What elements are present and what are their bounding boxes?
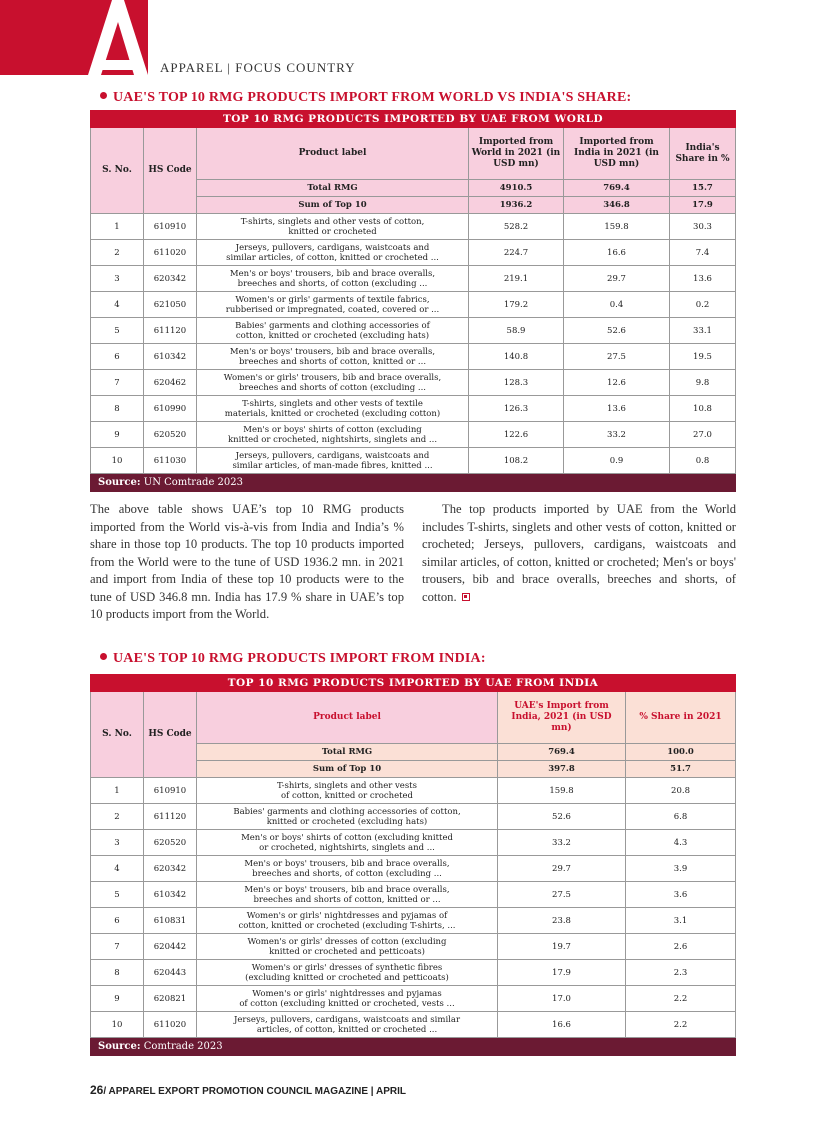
row-hs-code: 610910 xyxy=(144,214,197,240)
product-label: Men's or boys' trousers, bib and brace overalls, breeches and shorts, of cotton (excluding ... xyxy=(197,266,469,292)
sum-share: 17.9 xyxy=(670,197,736,214)
sum-share: 51.7 xyxy=(626,761,736,778)
row-sno: 10 xyxy=(91,1012,144,1038)
row-share-value: 20.8 xyxy=(626,778,736,804)
table-row xyxy=(91,344,736,370)
col-header-world: Imported from World in 2021 (in USD mn) xyxy=(469,128,564,180)
row-sno: 2 xyxy=(91,240,144,266)
product-label: Women's or girls' dresses of cotton (excluding knitted or crocheted and petticoats) xyxy=(197,934,498,960)
table-row xyxy=(91,240,736,266)
total-share: 15.7 xyxy=(670,180,736,197)
row-world-value: 140.8 xyxy=(469,344,564,370)
row-import-value: 159.8 xyxy=(498,778,626,804)
magazine-logo xyxy=(0,0,148,75)
product-label: Jerseys, pullovers, cardigans, waistcoats and similar articles, of cotton, knitted or crocheted ... xyxy=(197,240,469,266)
col-header-share: % Share in 2021 xyxy=(626,692,736,744)
row-hs-code: 621050 xyxy=(144,292,197,318)
row-import-value: 23.8 xyxy=(498,908,626,934)
page-number: 26 xyxy=(90,1083,104,1097)
product-label: Men's or boys' shirts of cotton (excluding knitted or crocheted, nightshirts, singlets and ... xyxy=(197,422,469,448)
bullet-icon xyxy=(100,92,107,99)
row-sno: 6 xyxy=(91,344,144,370)
row-sno: 3 xyxy=(91,830,144,856)
product-label: Men's or boys' trousers, bib and brace overalls, breeches and shorts, of cotton (excluding ... xyxy=(197,856,498,882)
bullet-icon xyxy=(100,653,107,660)
row-import-value: 52.6 xyxy=(498,804,626,830)
table-row xyxy=(91,804,736,830)
table-row xyxy=(91,986,736,1012)
total-share: 100.0 xyxy=(626,744,736,761)
table-row xyxy=(91,908,736,934)
table-row xyxy=(91,448,736,474)
row-sno: 1 xyxy=(91,214,144,240)
world-import-table xyxy=(90,110,736,492)
product-label: Women's or girls' nightdresses and pyjamas of cotton, knitted or crocheted (excluding T-shirts, ... xyxy=(197,908,498,934)
row-world-value: 128.3 xyxy=(469,370,564,396)
table-row xyxy=(91,882,736,908)
row-hs-code: 620821 xyxy=(144,986,197,1012)
row-share-value: 2.6 xyxy=(626,934,736,960)
table-row xyxy=(91,422,736,448)
total-world: 4910.5 xyxy=(469,180,564,197)
row-hs-code: 611030 xyxy=(144,448,197,474)
product-label: Women's or girls' nightdresses and pyjamas of cotton (excluding knitted or crocheted, vests ... xyxy=(197,986,498,1012)
total-label: Total RMG xyxy=(197,180,469,197)
section1-title: UAE'S TOP 10 RMG PRODUCTS IMPORT FROM WORLD VS INDIA'S SHARE: xyxy=(100,90,631,106)
row-hs-code: 620342 xyxy=(144,856,197,882)
row-import-value: 29.7 xyxy=(498,856,626,882)
footer-text: / APPAREL EXPORT PROMOTION COUNCIL MAGAZINE | APRIL xyxy=(103,1086,406,1097)
row-share-value: 0.8 xyxy=(670,448,736,474)
row-hs-code: 620442 xyxy=(144,934,197,960)
row-hs-code: 611020 xyxy=(144,1012,197,1038)
table-source: Source: Comtrade 2023 xyxy=(91,1038,736,1056)
row-hs-code: 611020 xyxy=(144,240,197,266)
row-share-value: 6.8 xyxy=(626,804,736,830)
row-india-value: 33.2 xyxy=(564,422,670,448)
row-india-value: 52.6 xyxy=(564,318,670,344)
row-hs-code: 610342 xyxy=(144,882,197,908)
table-row xyxy=(91,856,736,882)
end-mark-icon xyxy=(462,593,470,601)
row-world-value: 58.9 xyxy=(469,318,564,344)
row-sno: 10 xyxy=(91,448,144,474)
row-import-value: 27.5 xyxy=(498,882,626,908)
row-india-value: 16.6 xyxy=(564,240,670,266)
row-hs-code: 610342 xyxy=(144,344,197,370)
product-label: T-shirts, singlets and other vests of textile materials, knitted or crocheted (excluding cotton) xyxy=(197,396,469,422)
row-share-value: 13.6 xyxy=(670,266,736,292)
col-header-hs: HS Code xyxy=(144,128,197,214)
col-header-import: UAE's Import from India, 2021 (in USD mn) xyxy=(498,692,626,744)
sum-india: 346.8 xyxy=(564,197,670,214)
row-sno: 4 xyxy=(91,856,144,882)
row-sno: 8 xyxy=(91,396,144,422)
india-import-table xyxy=(90,674,736,1056)
table-row xyxy=(91,778,736,804)
row-hs-code: 620342 xyxy=(144,266,197,292)
col-header-sno: S. No. xyxy=(91,692,144,778)
table-banner: TOP 10 RMG PRODUCTS IMPORTED BY UAE FROM WORLD xyxy=(91,111,736,128)
col-header-sno: S. No. xyxy=(91,128,144,214)
row-hs-code: 620462 xyxy=(144,370,197,396)
row-hs-code: 610990 xyxy=(144,396,197,422)
row-sno: 7 xyxy=(91,370,144,396)
row-import-value: 16.6 xyxy=(498,1012,626,1038)
product-label: Men's or boys' shirts of cotton (excluding knitted or crocheted, nightshirts, singlets and ... xyxy=(197,830,498,856)
product-label: Men's or boys' trousers, bib and brace overalls, breeches and shorts of cotton, knitted or ... xyxy=(197,882,498,908)
row-sno: 9 xyxy=(91,422,144,448)
product-label: Women's or girls' trousers, bib and brace overalls, breeches and shorts of cotton (excluding ... xyxy=(197,370,469,396)
row-world-value: 108.2 xyxy=(469,448,564,474)
table-row xyxy=(91,292,736,318)
row-sno: 9 xyxy=(91,986,144,1012)
sum-label: Sum of Top 10 xyxy=(197,761,498,778)
sum-world: 1936.2 xyxy=(469,197,564,214)
row-share-value: 27.0 xyxy=(670,422,736,448)
table-row xyxy=(91,214,736,240)
row-share-value: 2.2 xyxy=(626,1012,736,1038)
table-row xyxy=(91,830,736,856)
row-sno: 6 xyxy=(91,908,144,934)
total-label: Total RMG xyxy=(197,744,498,761)
product-label: T-shirts, singlets and other vests of cotton, knitted or crocheted xyxy=(197,214,469,240)
row-hs-code: 610831 xyxy=(144,908,197,934)
row-share-value: 0.2 xyxy=(670,292,736,318)
row-world-value: 528.2 xyxy=(469,214,564,240)
table-row xyxy=(91,370,736,396)
row-share-value: 4.3 xyxy=(626,830,736,856)
col-header-product: Product label xyxy=(197,692,498,744)
product-label: Jerseys, pullovers, cardigans, waistcoats and similar articles, of man-made fibres, knitted ... xyxy=(197,448,469,474)
row-hs-code: 620520 xyxy=(144,422,197,448)
row-share-value: 19.5 xyxy=(670,344,736,370)
row-share-value: 2.3 xyxy=(626,960,736,986)
product-label: Babies' garments and clothing accessories of cotton, knitted or crocheted (excluding hats) xyxy=(197,804,498,830)
row-hs-code: 610910 xyxy=(144,778,197,804)
product-label: T-shirts, singlets and other vests of cotton, knitted or crocheted xyxy=(197,778,498,804)
row-share-value: 33.1 xyxy=(670,318,736,344)
row-india-value: 13.6 xyxy=(564,396,670,422)
col-header-hs: HS Code xyxy=(144,692,197,778)
product-label: Jerseys, pullovers, cardigans, waistcoats and similar articles, of cotton, knitted or crocheted ... xyxy=(197,1012,498,1038)
row-hs-code: 620520 xyxy=(144,830,197,856)
table-row xyxy=(91,934,736,960)
row-share-value: 10.8 xyxy=(670,396,736,422)
row-india-value: 159.8 xyxy=(564,214,670,240)
row-india-value: 27.5 xyxy=(564,344,670,370)
row-india-value: 29.7 xyxy=(564,266,670,292)
section2-title: UAE'S TOP 10 RMG PRODUCTS IMPORT FROM INDIA: xyxy=(100,651,486,667)
row-india-value: 0.4 xyxy=(564,292,670,318)
table-row xyxy=(91,318,736,344)
sum-import: 397.8 xyxy=(498,761,626,778)
table-banner: TOP 10 RMG PRODUCTS IMPORTED BY UAE FROM INDIA xyxy=(91,675,736,692)
section-header: APPAREL | FOCUS COUNTRY xyxy=(160,60,356,75)
row-hs-code: 620443 xyxy=(144,960,197,986)
table-row xyxy=(91,960,736,986)
row-share-value: 30.3 xyxy=(670,214,736,240)
total-india: 769.4 xyxy=(564,180,670,197)
row-share-value: 3.1 xyxy=(626,908,736,934)
sum-label: Sum of Top 10 xyxy=(197,197,469,214)
body-paragraph-right: The top products imported by UAE from the World includes T-shirts, singlets and other vests of cotton, knitted or crocheted; Jerseys, pullovers, cardigans, waistcoats and similar articles, of cotton, knitted or crocheted; Men's or boys' trousers, bib and brace overalls, breeches and shorts, of cotton. xyxy=(422,502,736,604)
row-import-value: 17.0 xyxy=(498,986,626,1012)
row-sno: 8 xyxy=(91,960,144,986)
row-share-value: 9.8 xyxy=(670,370,736,396)
row-world-value: 126.3 xyxy=(469,396,564,422)
row-hs-code: 611120 xyxy=(144,804,197,830)
table-row xyxy=(91,1012,736,1038)
row-sno: 3 xyxy=(91,266,144,292)
row-world-value: 179.2 xyxy=(469,292,564,318)
row-sno: 1 xyxy=(91,778,144,804)
product-label: Men's or boys' trousers, bib and brace overalls, breeches and shorts of cotton, knitted or ... xyxy=(197,344,469,370)
row-import-value: 33.2 xyxy=(498,830,626,856)
product-label: Women's or girls' garments of textile fabrics, rubberised or impregnated, coated, covered or ... xyxy=(197,292,469,318)
row-import-value: 19.7 xyxy=(498,934,626,960)
row-india-value: 0.9 xyxy=(564,448,670,474)
row-share-value: 7.4 xyxy=(670,240,736,266)
row-sno: 7 xyxy=(91,934,144,960)
table-row xyxy=(91,266,736,292)
col-header-india: Imported from India in 2021 (in USD mn) xyxy=(564,128,670,180)
page-footer xyxy=(90,1083,406,1097)
row-sno: 5 xyxy=(91,318,144,344)
row-sno: 5 xyxy=(91,882,144,908)
body-paragraph-left: The above table shows UAE’s top 10 RMG products imported from the World vis-à-vis from India and India’s % share in those top 10 products. The top 10 products imported from the World were to the tune of USD 1936.2 mn. in 2021 and import from India of these top 10 products were to the tune of USD 346.8 mn. India has 17.9 % share in UAE’s top 10 products import from the World. xyxy=(90,502,404,621)
row-share-value: 3.6 xyxy=(626,882,736,908)
col-header-product: Product label xyxy=(197,128,469,180)
row-sno: 4 xyxy=(91,292,144,318)
row-share-value: 3.9 xyxy=(626,856,736,882)
total-import: 769.4 xyxy=(498,744,626,761)
row-share-value: 2.2 xyxy=(626,986,736,1012)
row-india-value: 12.6 xyxy=(564,370,670,396)
row-world-value: 224.7 xyxy=(469,240,564,266)
product-label: Women's or girls' dresses of synthetic fibres (excluding knitted or crocheted and petticoats) xyxy=(197,960,498,986)
row-world-value: 219.1 xyxy=(469,266,564,292)
row-world-value: 122.6 xyxy=(469,422,564,448)
row-import-value: 17.9 xyxy=(498,960,626,986)
col-header-share: India's Share in % xyxy=(670,128,736,180)
table-source: Source: UN Comtrade 2023 xyxy=(91,474,736,492)
row-hs-code: 611120 xyxy=(144,318,197,344)
product-label: Babies' garments and clothing accessories of cotton, knitted or crocheted (excluding hats) xyxy=(197,318,469,344)
row-sno: 2 xyxy=(91,804,144,830)
table-row xyxy=(91,396,736,422)
